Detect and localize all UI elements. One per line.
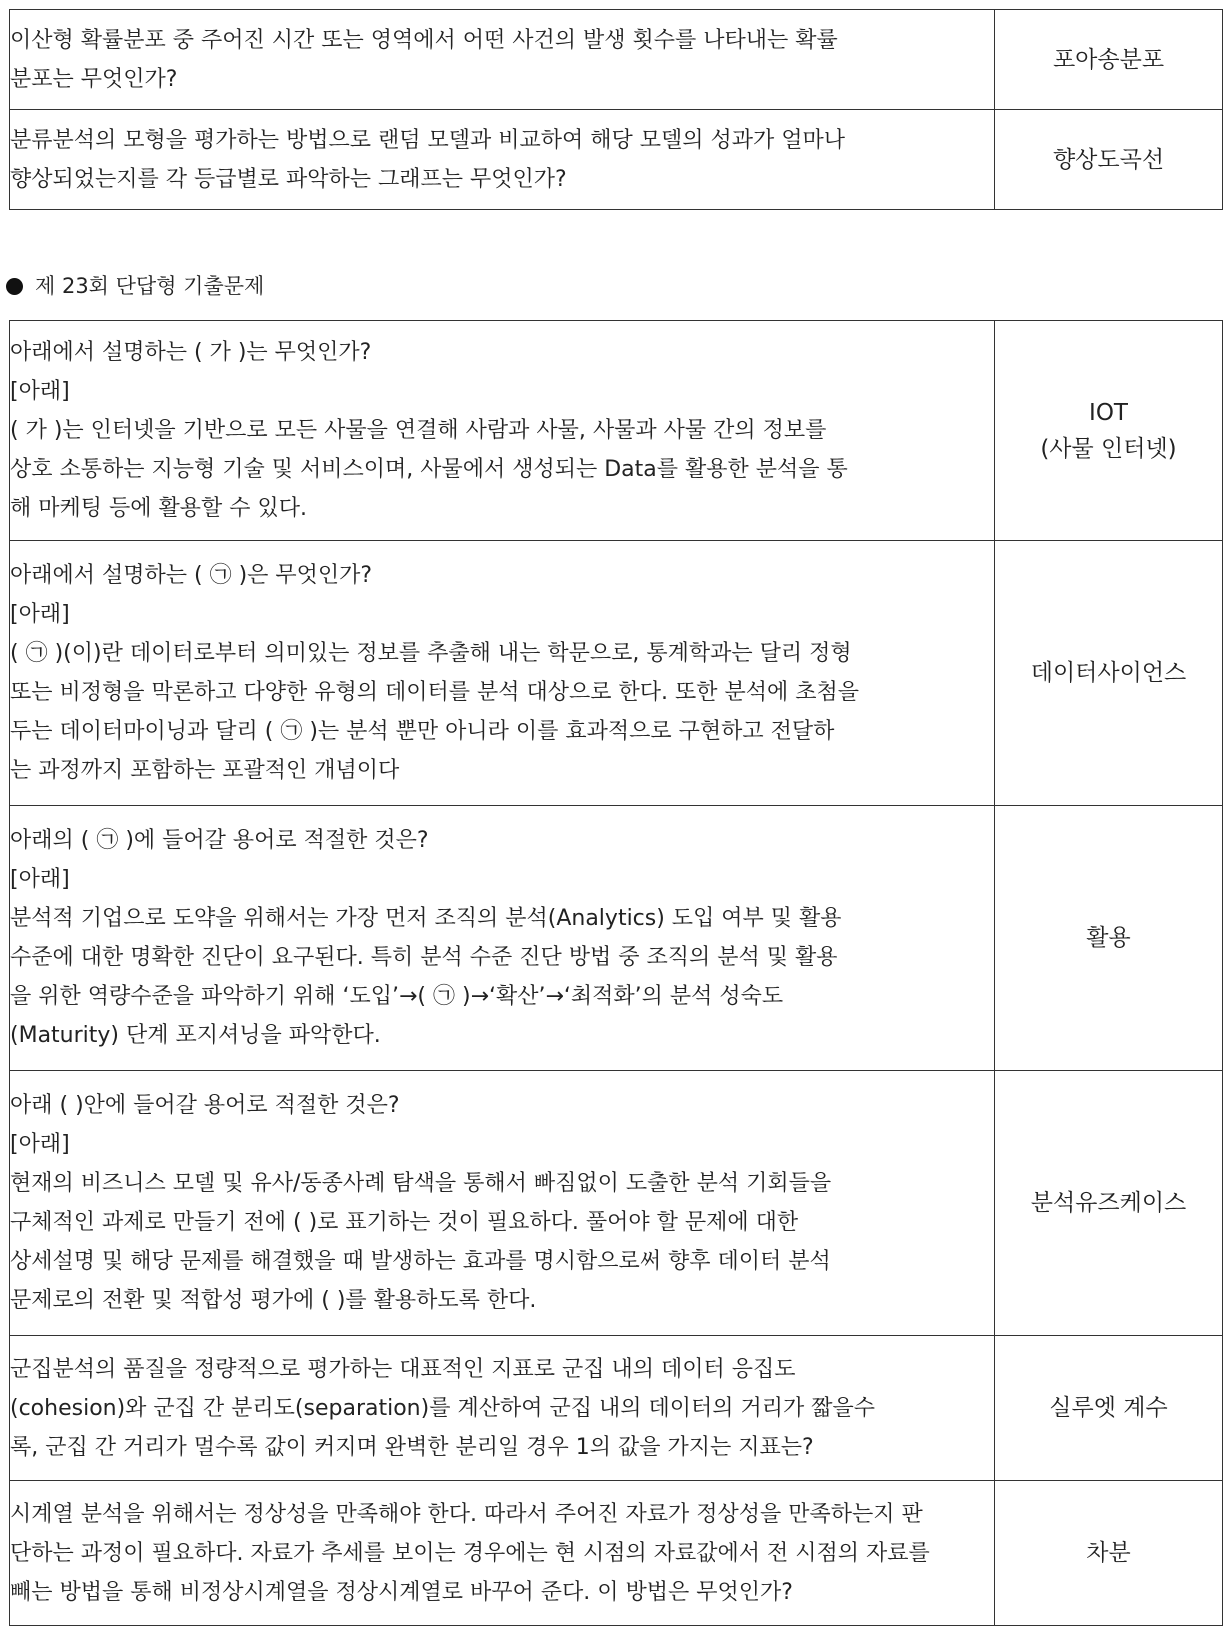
question-line: 두는 데이터마이닝과 달리 ( ㉠ )는 분석 뿐만 아니라 이를 효과적으로 구현하고 전달하 xyxy=(10,719,835,744)
answer-cell xyxy=(995,321,1223,541)
question-line: 상세설명 및 해당 문제를 해결했을 때 발생하는 효과를 명시함으로써 향후 데이터 분석 xyxy=(10,1249,831,1274)
table-row xyxy=(10,806,1223,1071)
table-row xyxy=(10,541,1223,806)
answer-cell xyxy=(995,1481,1223,1626)
answer-line: (사물 인터넷) xyxy=(1040,435,1177,462)
question-line: 시계열 분석을 위해서는 정상성을 만족해야 한다. 따라서 주어진 자료가 정상성을 만족하는지 판 xyxy=(10,1501,923,1527)
question-line: 해 마케팅 등에 활용할 수 있다. xyxy=(10,496,307,521)
question-line: 군집분석의 품질을 정량적으로 평가하는 대표적인 지표로 군집 내의 데이터 응집도 xyxy=(10,1356,796,1382)
question-line: 을 위한 역량수준을 파악하기 위해 ‘도입’→( ㉠ )→‘확산’→‘최적화’의 분석 성숙도 xyxy=(10,984,784,1009)
question-line: 분석적 기업으로 도약을 위해서는 가장 먼저 조직의 분석(Analytics) 도입 여부 및 활용 xyxy=(10,906,842,931)
question-line: 구체적인 과제로 만들기 전에 ( )로 표기하는 것이 필요하다. 풀어야 할 문제에 대한 xyxy=(10,1210,799,1235)
table-row xyxy=(10,1481,1223,1626)
question-line: 단하는 과정이 필요하다. 자료가 추세를 보이는 경우에는 현 시점의 자료값에서 전 시점의 자료를 xyxy=(10,1540,930,1566)
question-cell xyxy=(10,1336,995,1481)
question-line: 빼는 방법을 통해 비정상시계열을 정상시계열로 바꾸어 준다. 이 방법은 무엇인가? xyxy=(10,1579,793,1605)
question-line: (Maturity) 단계 포지셔닝을 파악한다. xyxy=(10,1023,381,1048)
table-row xyxy=(10,321,1223,541)
question-cell xyxy=(10,806,995,1071)
section-title: 제 23회 단답형 기출문제 xyxy=(35,274,265,298)
answer-line: 분석유즈케이스 xyxy=(1030,1190,1187,1216)
question-cell xyxy=(10,541,995,806)
question-line: [아래] xyxy=(10,379,70,404)
answer-cell xyxy=(995,110,1223,210)
table-row xyxy=(10,1336,1223,1481)
question-cell xyxy=(10,1071,995,1336)
answer-cell xyxy=(995,1071,1223,1336)
question-line: 아래에서 설명하는 ( 가 )는 무엇인가? xyxy=(10,340,372,365)
answer-line: 포아송분포 xyxy=(1052,46,1165,73)
question-line: [아래] xyxy=(10,1132,70,1157)
question-cell xyxy=(10,1481,995,1626)
answer-cell xyxy=(995,1336,1223,1481)
answer-line: 활용 xyxy=(1086,925,1131,951)
question-line: 향상되었는지를 각 등급별로 파악하는 그래프는 무엇인가? xyxy=(10,166,567,192)
answer-cell xyxy=(995,806,1223,1071)
table-row xyxy=(10,1071,1223,1336)
answer-line: 데이터사이언스 xyxy=(1030,660,1187,686)
answer-line: 차분 xyxy=(1086,1540,1131,1566)
answer-line: IOT xyxy=(1089,399,1128,426)
question-cell xyxy=(10,321,995,541)
question-line: 상호 소통하는 지능형 기술 및 서비스이며, 사물에서 생성되는 Data를 활용한 분석을 통 xyxy=(10,457,848,482)
question-line: 현재의 비즈니스 모델 및 유사/동종사례 탐색을 통해서 빠짐없이 도출한 분석 기회들을 xyxy=(10,1171,832,1196)
filled-circle-icon xyxy=(6,278,23,295)
answer-line: 실루엣 계수 xyxy=(1049,1395,1168,1421)
answer-line: 향상도곡선 xyxy=(1052,146,1165,173)
question-line: ( 가 )는 인터넷을 기반으로 모든 사물을 연결해 사람과 사물, 사물과 사물 간의 정보를 xyxy=(10,418,827,443)
question-line: 이산형 확률분포 중 주어진 시간 또는 영역에서 어떤 사건의 발생 횟수를 나타내는 확률 xyxy=(10,27,838,53)
question-line: 수준에 대한 명확한 진단이 요구된다. 특히 분석 수준 진단 방법 중 조직의 분석 및 활용 xyxy=(10,945,838,970)
table-row xyxy=(10,10,1223,110)
question-cell xyxy=(10,10,995,110)
question-line: 아래 ( )안에 들어갈 용어로 적절한 것은? xyxy=(10,1093,400,1118)
question-line: 분류분석의 모형을 평가하는 방법으로 랜덤 모델과 비교하여 해당 모델의 성과가 얼마나 xyxy=(10,127,846,153)
question-line: 록, 군집 간 거리가 멀수록 값이 커지며 완벽한 분리일 경우 1의 값을 가지는 지표는? xyxy=(10,1434,814,1460)
question-line: [아래] xyxy=(10,602,70,627)
question-line: ( ㉠ )(이)란 데이터로부터 의미있는 정보를 추출해 내는 학문으로, 통계학과는 달리 정형 xyxy=(10,641,852,666)
question-line: (cohesion)와 군집 간 분리도(separation)를 계산하여 군집 내의 데이터의 거리가 짧을수 xyxy=(10,1395,875,1421)
exam-questions-table xyxy=(9,320,1223,1626)
previous-questions-table xyxy=(9,9,1223,210)
section-heading xyxy=(6,271,264,301)
question-line: 아래에서 설명하는 ( ㉠ )은 무엇인가? xyxy=(10,563,373,588)
question-line: 아래의 ( ㉠ )에 들어갈 용어로 적절한 것은? xyxy=(10,828,429,853)
question-line: 분포는 무엇인가? xyxy=(10,66,178,92)
answer-cell xyxy=(995,541,1223,806)
question-line: 또는 비정형을 막론하고 다양한 유형의 데이터를 분석 대상으로 한다. 또한 분석에 초첨을 xyxy=(10,680,859,705)
table-row xyxy=(10,110,1223,210)
question-line: [아래] xyxy=(10,867,70,892)
answer-cell xyxy=(995,10,1223,110)
question-cell xyxy=(10,110,995,210)
question-line: 는 과정까지 포함하는 포괄적인 개념이다 xyxy=(10,758,400,783)
question-line: 문제로의 전환 및 적합성 평가에 ( )를 활용하도록 한다. xyxy=(10,1288,537,1313)
